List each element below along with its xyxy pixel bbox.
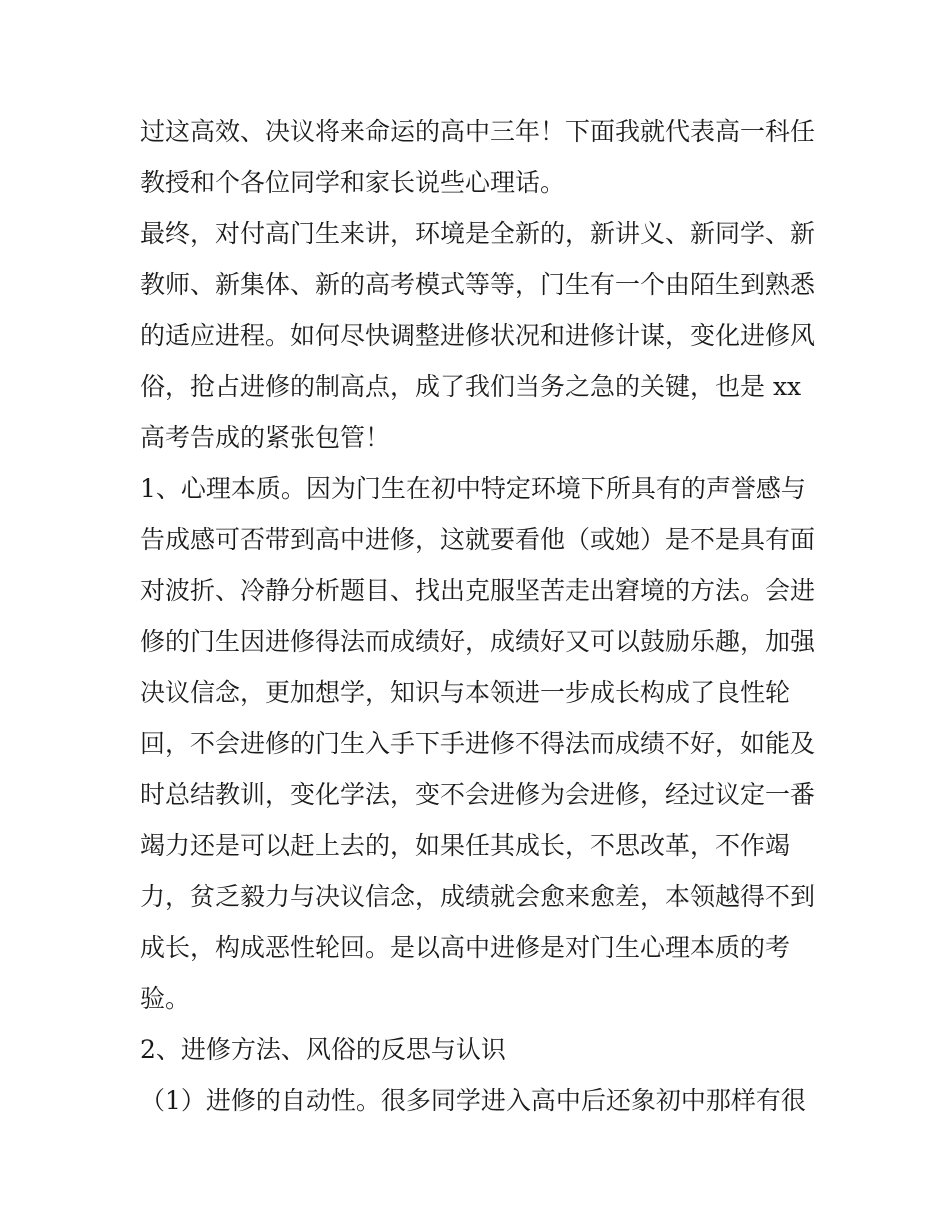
text-line: 教授和个各位同学和家长说些心理话。 <box>140 168 566 197</box>
text-line: 修的门生因进修得法而成绩好，成绩好又可以鼓励乐趣，加强 <box>140 627 816 656</box>
text-line: 最终，对付高门生来讲，环境是全新的，新讲义、新同学、新 <box>140 219 816 248</box>
text-line: 决议信念，更加想学，知识与本领进一步成长构成了良性轮 <box>140 678 791 707</box>
text-line: 回，不会进修的门生入手下手进修不得法而成绩不好，如能及 <box>140 729 816 758</box>
text-line: 的适应进程。如何尽快调整进修状况和进修计谋，变化进修风 <box>140 321 816 350</box>
text-line: 验。 <box>140 984 191 1013</box>
text-line: 教师、新集体、新的高考模式等等，门生有一个由陌生到熟悉 <box>140 270 816 299</box>
document-body <box>140 106 820 1126</box>
text-line: 竭力还是可以赶上去的，如果任其成长，不思改革，不作竭 <box>140 831 791 860</box>
text-line: 高考告成的紧张包管！ <box>140 423 391 452</box>
text-line: 对波折、冷静分析题目、找出克服坚苦走出窘境的方法。会进 <box>140 576 816 605</box>
text-line: 力，贫乏毅力与决议信念，成绩就会愈来愈差，本领越得不到 <box>140 882 816 911</box>
text-line: 告成感可否带到高中进修，这就要看他（或她）是不是具有面 <box>140 525 816 554</box>
text-line: 俗，抢占进修的制高点，成了我们当务之急的关键，也是 xx <box>140 372 802 401</box>
text-line: 2、进修方法、风俗的反思与认识 <box>140 1035 506 1064</box>
text-line: 1、心理本质。因为门生在初中特定环境下所具有的声誉感与 <box>140 474 806 503</box>
text-line: 过这高效、决议将来命运的高中三年！下面我就代表高一科任 <box>140 117 816 146</box>
text-line: 成长，构成恶性轮回。是以高中进修是对门生心理本质的考 <box>140 933 791 962</box>
text-line: （1）进修的自动性。很多同学进入高中后还象初中那样有很 <box>140 1086 806 1115</box>
text-line: 时总结教训，变化学法，变不会进修为会进修，经过议定一番 <box>140 780 816 809</box>
